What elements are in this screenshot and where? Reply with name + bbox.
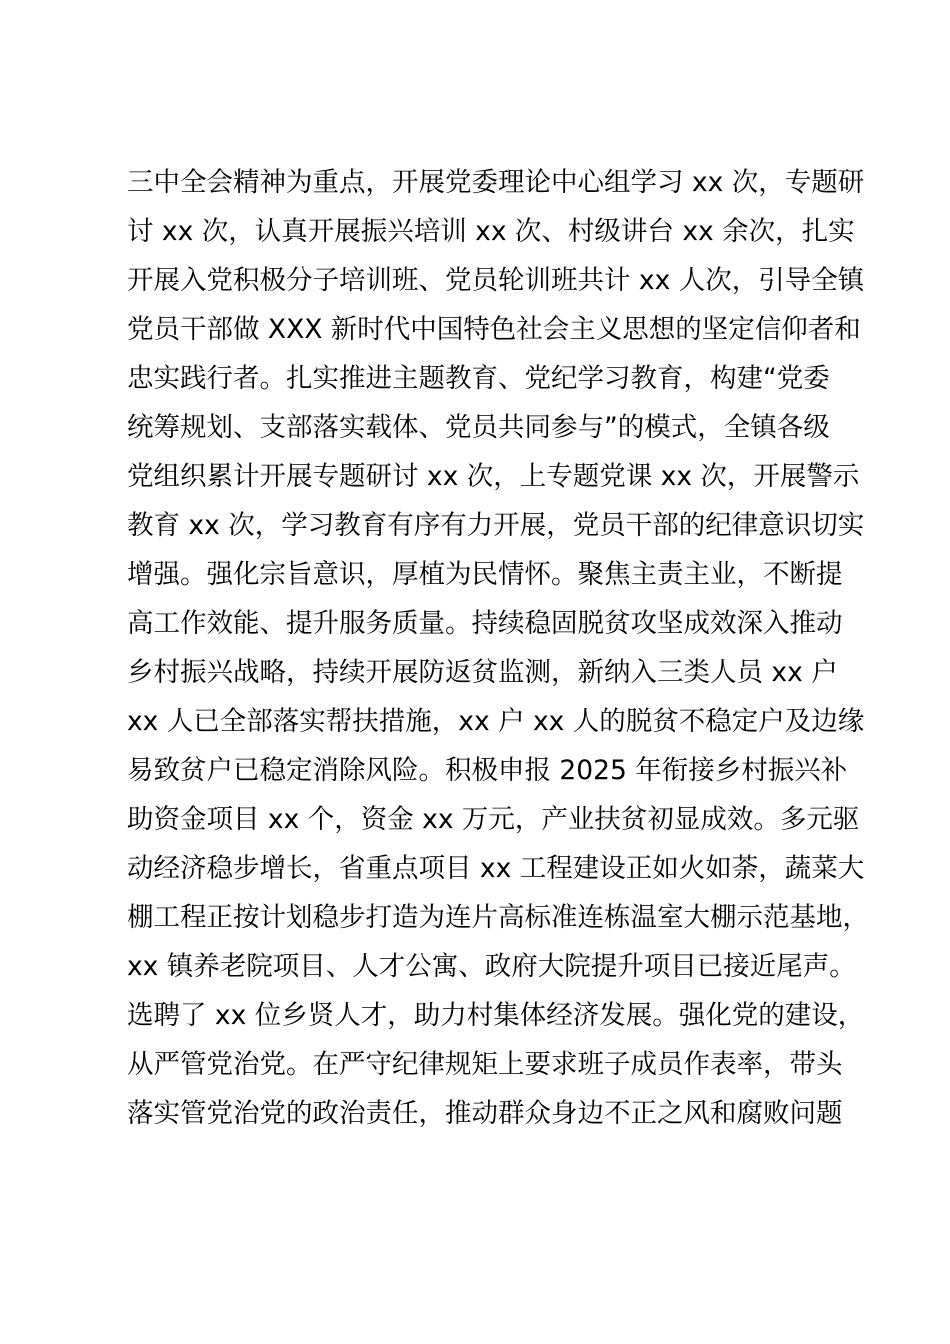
text-line-11: 乡村振兴战略，持续开展防返贫监测，新纳入三类人员 xx 户: [127, 657, 838, 688]
text-line-19: 从严管党治党。在严守纪律规矩上要求班子成员作表率，带头: [127, 1049, 843, 1080]
text-line-16: 棚工程正按计划稳步打造为连片高标准连栋温室大棚示范基地，: [127, 902, 869, 933]
text-line-13: 易致贫户已稳定消除风险。积极申报 2025 年衔接乡村振兴补: [127, 755, 848, 786]
text-line-12: xx 人已全部落实帮扶措施，xx 户 xx 人的脱贫不稳定户及边缘: [127, 706, 865, 737]
text-line-6: 统筹规划、支部落实载体、党员共同参与”的模式，全镇各级: [127, 412, 830, 443]
text-line-3: 开展入党积极分子培训班、党员轮训班共计 xx 人次，引导全镇: [127, 265, 865, 296]
text-line-17: xx 镇养老院项目、人才公寓、政府大院提升项目已接近尾声。: [127, 951, 856, 982]
text-line-10: 高工作效能、提升服务质量。持续稳固脱贫攻坚成效深入推动: [127, 608, 843, 639]
text-line-15: 动经济稳步增长，省重点项目 xx 工程建设正如火如荼，蔬菜大: [127, 853, 865, 884]
text-line-1: 三中全会精神为重点，开展党委理论中心组学习 xx 次，专题研: [127, 167, 865, 198]
body-paragraph: [127, 158, 867, 1138]
text-line-9: 增强。强化宗旨意识，厚植为民情怀。聚焦主责主业，不断提: [127, 559, 843, 590]
text-line-4: 党员干部做 XXX 新时代中国特色社会主义思想的坚定信仰者和: [127, 314, 861, 345]
text-line-7: 党组织累计开展专题研讨 xx 次，上专题党课 xx 次，开展警示: [127, 461, 860, 492]
text-line-8: 教育 xx 次，学习教育有序有力开展，党员干部的纪律意识切实: [127, 510, 865, 541]
text-line-14: 助资金项目 xx 个，资金 xx 万元，产业扶贫初显成效。多元驱: [127, 804, 860, 835]
text-line-2: 讨 xx 次，认真开展振兴培训 xx 次、村级讲台 xx 余次，扎实: [127, 216, 855, 247]
text-line-18: 选聘了 xx 位乡贤人才，助力村集体经济发展。强化党的建设，: [127, 1000, 865, 1031]
text-line-20: 落实管党治党的政治责任，推动群众身边不正之风和腐败问题: [127, 1098, 843, 1129]
text-line-5: 忠实践行者。扎实推进主题教育、党纪学习教育，构建“党委: [127, 363, 830, 394]
